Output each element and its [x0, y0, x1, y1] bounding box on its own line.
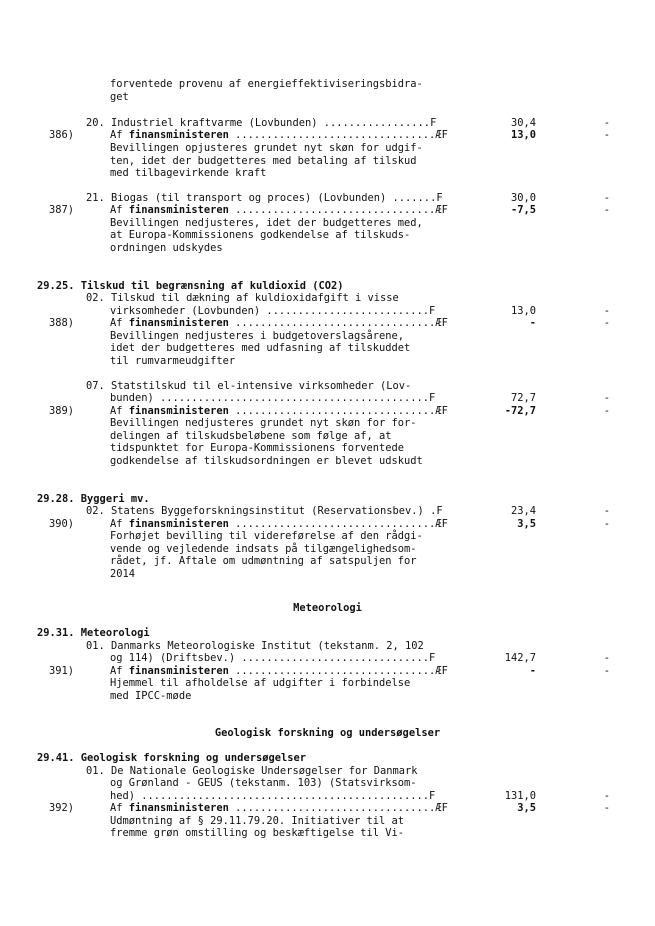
change-dash: -	[603, 665, 610, 677]
item-line: bunden) ...........................................F	[110, 392, 436, 404]
ministry-line	[110, 802, 448, 815]
description-line: Bevillingen nedjusteres grundet nyt skøn for for-	[110, 417, 417, 429]
change-value: 3,5	[517, 802, 536, 814]
item-dash: -	[603, 305, 610, 317]
change-value: -7,5	[510, 204, 536, 216]
ministry-line	[110, 204, 448, 217]
item-line: 01. De Nationale Geologiske Undersøgelser for Danmark	[86, 765, 418, 777]
leader-dots: ................................ÆF	[228, 665, 448, 677]
ministry-name: finansministeren	[128, 129, 229, 141]
change-dash: -	[603, 405, 610, 417]
description-line: Udmøntning af § 29.11.79.20. Initiativer til at	[110, 815, 405, 827]
intro-line: forventede provenu af energieffektiviseringsbidra-	[110, 78, 423, 90]
ministry-line	[110, 665, 448, 678]
change-value: -72,7	[504, 405, 536, 417]
change-value: -	[529, 665, 536, 677]
item-value: 131,0	[504, 790, 536, 802]
section-heading: 29.25. Tilskud til begrænsning af kuldioxid (CO2)	[37, 280, 344, 292]
af-label: Af	[110, 317, 129, 329]
item-value: 23,4	[510, 505, 536, 517]
item-value: 30,4	[510, 117, 536, 129]
section-heading: 29.41. Geologisk forskning og undersøgelser	[37, 752, 306, 764]
description-line: delingen af tilskudsbeløbene som følge af, at	[110, 430, 392, 442]
description-line: med IPCC-møde	[110, 690, 192, 702]
entry-number: 387)	[49, 204, 75, 216]
description-line: Bevillingen opjusteres grundet nyt skøn for udgif-	[110, 142, 423, 154]
change-dash: -	[603, 317, 610, 329]
item-line: 01. Danmarks Meteorologiske Institut (tekstanm. 2, 102	[86, 640, 424, 652]
item-line: og 114) (Driftsbev.) ..............................F	[110, 652, 436, 664]
af-label: Af	[110, 518, 129, 530]
entry-number: 389)	[49, 405, 75, 417]
item-line: 02. Statens Byggeforskningsinstitut (Reservationsbev.) .F	[86, 505, 443, 517]
ministry-name: finansministeren	[128, 518, 229, 530]
leader-dots: ................................ÆF	[228, 204, 448, 216]
item-dash: -	[603, 652, 610, 664]
change-value: 3,5	[517, 518, 536, 530]
section-title: Geologisk forskning og undersøgelser	[214, 727, 441, 739]
change-dash: -	[603, 518, 610, 530]
ministry-name: finansministeren	[128, 204, 229, 216]
leader-dots: ................................ÆF	[228, 317, 448, 329]
change-value: 13,0	[510, 129, 536, 141]
description-line: godkendelse af tilskudsordningen er blevet udskudt	[110, 455, 423, 467]
leader-dots: ................................ÆF	[228, 129, 448, 141]
description-line: vende og vejledende indsats på tilgængelighedsom-	[110, 543, 417, 555]
item-value: 13,0	[510, 305, 536, 317]
item-line: 21. Biogas (til transport og proces) (Lovbunden) .......F	[86, 192, 443, 204]
af-label: Af	[110, 129, 129, 141]
description-line: at Europa-Kommissionens godkendelse af tilskuds-	[110, 229, 411, 241]
item-value: 142,7	[504, 652, 536, 664]
description-line: Forhøjet bevilling til videreførelse af den rådgi-	[110, 530, 423, 542]
af-label: Af	[110, 665, 129, 677]
item-dash: -	[603, 392, 610, 404]
ministry-name: finansministeren	[128, 317, 229, 329]
description-line: ten, idet der budgetteres med betaling af tilskud	[110, 155, 417, 167]
ministry-name: finansministeren	[128, 405, 229, 417]
item-line: og Grønland - GEUS (tekstanm. 103) (Statsvirksom-	[110, 777, 417, 789]
description-line: fremme grøn omstilling og beskæftigelse til Vi-	[110, 827, 405, 839]
ministry-line	[110, 129, 448, 142]
description-line: ordningen udskydes	[110, 242, 223, 254]
item-line: 02. Tilskud til dækning af kuldioxidafgift i visse	[86, 292, 399, 304]
intro-line: get	[110, 91, 129, 103]
af-label: Af	[110, 204, 129, 216]
section-heading: 29.31. Meteorologi	[37, 627, 150, 639]
section-title: Meteorologi	[293, 602, 362, 614]
change-dash: -	[603, 802, 610, 814]
description-line: med tilbagevirkende kraft	[110, 167, 267, 179]
description-line: idet der budgetteres med udfasning af tilskuddet	[110, 342, 411, 354]
item-dash: -	[603, 505, 610, 517]
description-line: rådet, jf. Aftale om udmøntning af satspuljen for	[110, 555, 417, 567]
description-line: Bevillingen nedjusteres i budgetoverslagsårene,	[110, 330, 405, 342]
item-value: 72,7	[510, 392, 536, 404]
entry-number: 391)	[49, 665, 75, 677]
description-line: 2014	[110, 568, 136, 580]
ministry-name: finansministeren	[128, 802, 229, 814]
entry-number: 388)	[49, 317, 75, 329]
ministry-line	[110, 518, 448, 531]
section-heading: 29.28. Byggeri mv.	[37, 493, 150, 505]
leader-dots: ................................ÆF	[228, 518, 448, 530]
item-value: 30,0	[510, 192, 536, 204]
change-dash: -	[603, 129, 610, 141]
leader-dots: ................................ÆF	[228, 802, 448, 814]
item-dash: -	[603, 117, 610, 129]
item-line: 20. Industriel kraftvarme (Lovbunden) .................F	[86, 117, 437, 129]
ministry-line	[110, 405, 448, 418]
item-line: hed) ..............................................F	[110, 790, 436, 802]
item-dash: -	[603, 192, 610, 204]
leader-dots: ................................ÆF	[228, 405, 448, 417]
change-dash: -	[603, 204, 610, 216]
description-line: Bevillingen nedjusteres, idet der budgetteres med,	[110, 217, 423, 229]
ministry-line	[110, 317, 448, 330]
af-label: Af	[110, 405, 129, 417]
entry-number: 390)	[49, 518, 75, 530]
entry-number: 392)	[49, 802, 75, 814]
item-line: virksomheder (Lovbunden) ..........................F	[110, 305, 436, 317]
change-value: -	[529, 317, 536, 329]
description-line: til rumvarmeudgifter	[110, 355, 236, 367]
ministry-name: finansministeren	[128, 665, 229, 677]
item-line: 07. Statstilskud til el-intensive virksomheder (Lov-	[86, 380, 412, 392]
description-line: tidspunktet for Europa-Kommissionens forventede	[110, 442, 405, 454]
entry-number: 386)	[49, 129, 75, 141]
item-dash: -	[603, 790, 610, 802]
af-label: Af	[110, 802, 129, 814]
description-line: Hjemmel til afholdelse af udgifter i forbindelse	[110, 677, 411, 689]
